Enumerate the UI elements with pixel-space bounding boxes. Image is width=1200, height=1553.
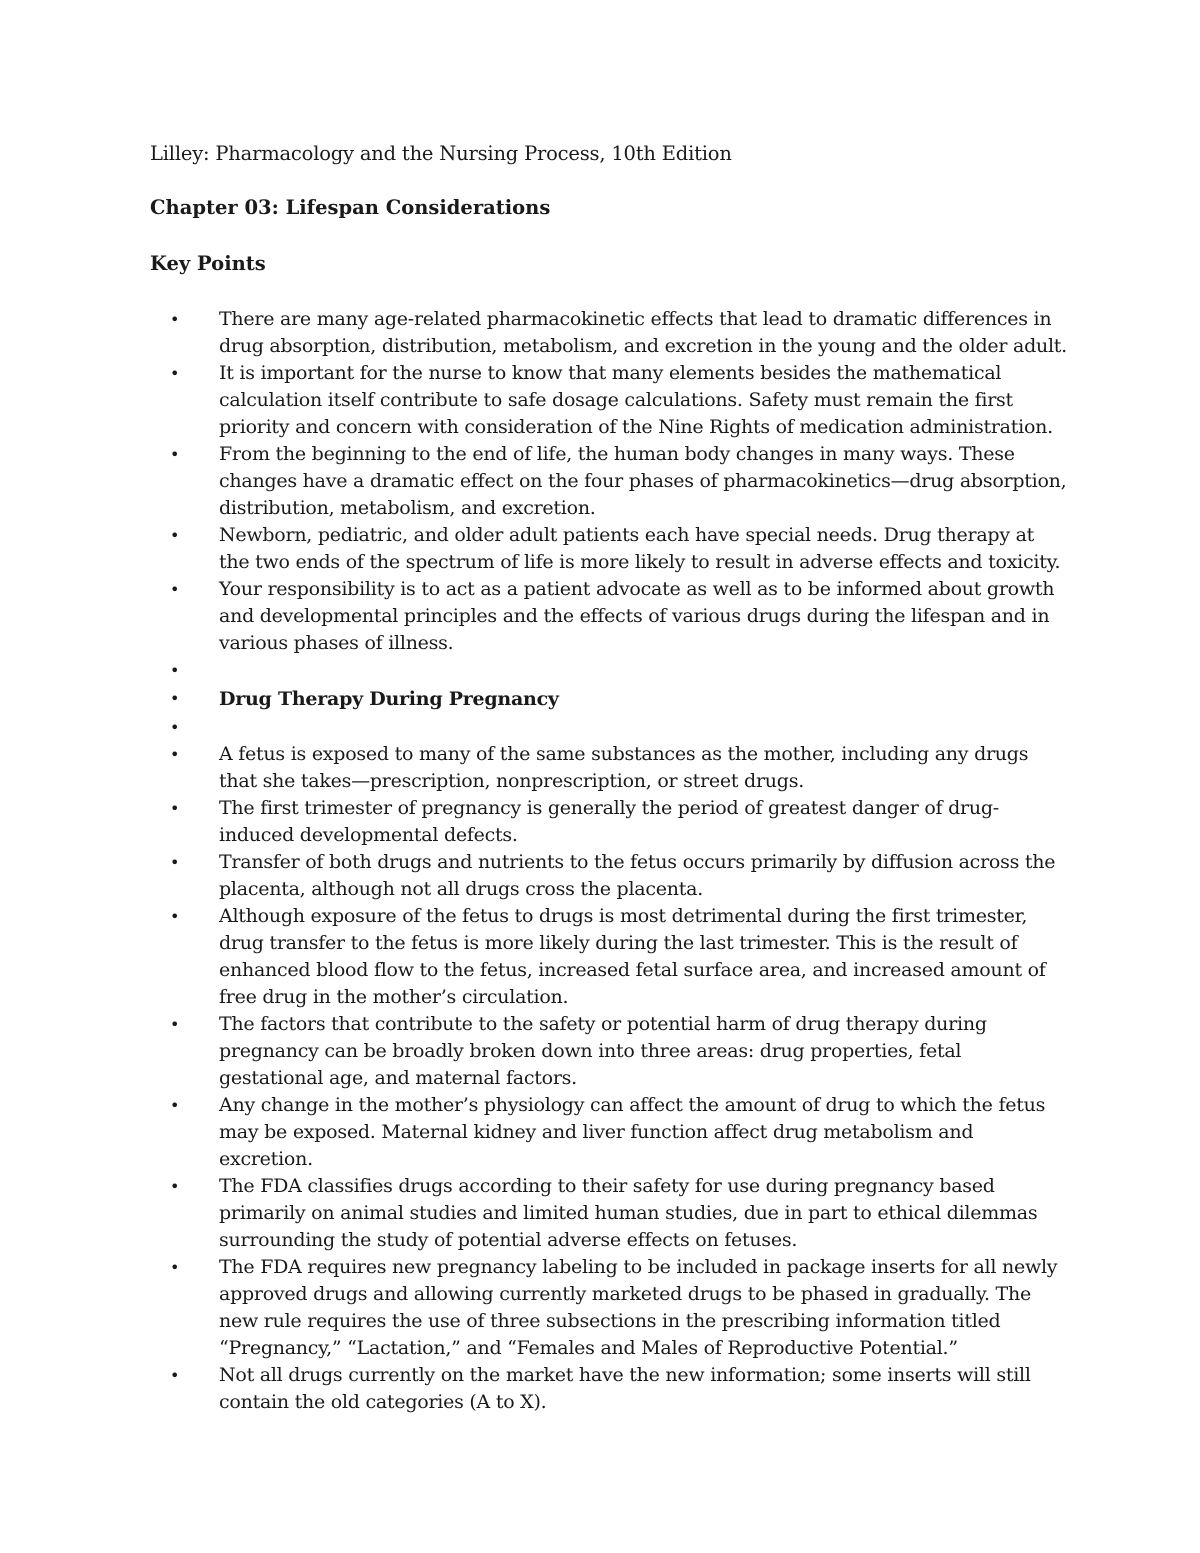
- list-item: [150, 360, 1070, 441]
- list-item: [150, 795, 1070, 849]
- list-item: [150, 522, 1070, 576]
- bullet-icon: •: [170, 745, 180, 764]
- list-item-text: The FDA classifies drugs according to their safety for use during pregnancy based primarily on animal studies and limited human studies, due in part to ethical dilemmas surrounding the study of potential adverse effects on fetuses.: [219, 1175, 1038, 1251]
- list-item: [150, 903, 1070, 1011]
- list-item: [150, 1011, 1070, 1092]
- empty-list-item: [150, 657, 1070, 684]
- bullet-icon: •: [170, 1366, 180, 1385]
- list-item: [150, 1254, 1070, 1362]
- list-item-text: It is important for the nurse to know that many elements besides the mathematical calculation itself contribute to safe dosage calculations. Safety must remain the first priority and concern with consideration of the Nine Rights of medication administration.: [219, 362, 1053, 438]
- source-line: Lilley: Pharmacology and the Nursing Process, 10th Edition: [150, 142, 732, 165]
- bullet-icon: •: [170, 718, 180, 737]
- bullet-icon: •: [170, 907, 180, 926]
- list-subheading: [150, 684, 1070, 714]
- chapter-title: Chapter 03: Lifespan Considerations: [150, 196, 551, 219]
- list-item-text: The FDA requires new pregnancy labeling to be included in package inserts for all newly approved drugs and allowing currently marketed drugs to be phased in gradually. The new rule requires the use of three subsections in the prescribing information titled “Pregnancy,” “Lactation,” and “Females and Males of Reproductive Potential.”: [219, 1256, 1058, 1359]
- list-item: [150, 576, 1070, 657]
- list-item-text: Newborn, pediatric, and older adult patients each have special needs. Drug therapy at the two ends of the spectrum of life is more likely to result in adverse effects and toxicity.: [219, 524, 1061, 573]
- list-item: [150, 1362, 1070, 1416]
- list-item: [150, 1173, 1070, 1254]
- section-heading: Key Points: [150, 252, 266, 275]
- bullet-icon: •: [170, 310, 180, 329]
- bullet-icon: •: [170, 364, 180, 383]
- bullet-icon: •: [170, 526, 180, 545]
- key-points-list: [150, 306, 1070, 1416]
- bullet-icon: •: [170, 661, 180, 680]
- list-item-text: A fetus is exposed to many of the same substances as the mother, including any drugs that she takes—prescription, nonprescription, or street drugs.: [219, 743, 1029, 792]
- list-item-text: Your responsibility is to act as a patient advocate as well as to be informed about growth and developmental principles and the effects of various drugs during the lifespan and in various phases of illness.: [219, 578, 1055, 654]
- bullet-icon: •: [170, 1177, 180, 1196]
- bullet-icon: •: [170, 1015, 180, 1034]
- list-item: [150, 741, 1070, 795]
- bullet-icon: •: [170, 1096, 180, 1115]
- bullet-icon: •: [170, 689, 180, 708]
- list-item-text: Although exposure of the fetus to drugs is most detrimental during the first trimester, drug transfer to the fetus is more likely during the last trimester. This is the result of enhanced blood flow to the fetus, increased fetal surface area, and increased amount of free drug in the mother’s circulation.: [219, 905, 1046, 1008]
- list-item-text: From the beginning to the end of life, the human body changes in many ways. These changes have a dramatic effect on the four phases of pharmacokinetics—drug absorption, distribution, metabolism, and excretion.: [219, 443, 1067, 519]
- empty-list-item: [150, 714, 1070, 741]
- list-item-text: Not all drugs currently on the market have the new information; some inserts will still contain the old categories (A to X).: [219, 1364, 1031, 1413]
- bullet-icon: •: [170, 445, 180, 464]
- list-item-text: Any change in the mother’s physiology can affect the amount of drug to which the fetus may be exposed. Maternal kidney and liver function affect drug metabolism and excretion.: [219, 1094, 1046, 1170]
- bullet-icon: •: [170, 853, 180, 872]
- list-item-text: The first trimester of pregnancy is generally the period of greatest danger of drug-induced developmental defects.: [219, 797, 999, 846]
- list-item-text: Drug Therapy During Pregnancy: [219, 688, 559, 710]
- bullet-icon: •: [170, 1258, 180, 1277]
- bullet-icon: •: [170, 580, 180, 599]
- list-item: [150, 306, 1070, 360]
- document-page: [150, 140, 1070, 1416]
- list-item: [150, 441, 1070, 522]
- bullet-icon: •: [170, 799, 180, 818]
- list-item-text: There are many age-related pharmacokinetic effects that lead to dramatic differences in drug absorption, distribution, metabolism, and excretion in the young and the older adult.: [219, 308, 1067, 357]
- list-item-text: Transfer of both drugs and nutrients to the fetus occurs primarily by diffusion across the placenta, although not all drugs cross the placenta.: [219, 851, 1056, 900]
- list-item: [150, 849, 1070, 903]
- list-item: [150, 1092, 1070, 1173]
- list-item-text: The factors that contribute to the safety or potential harm of drug therapy during pregnancy can be broadly broken down into three areas: drug properties, fetal gestational age, and maternal factors.: [219, 1013, 987, 1089]
